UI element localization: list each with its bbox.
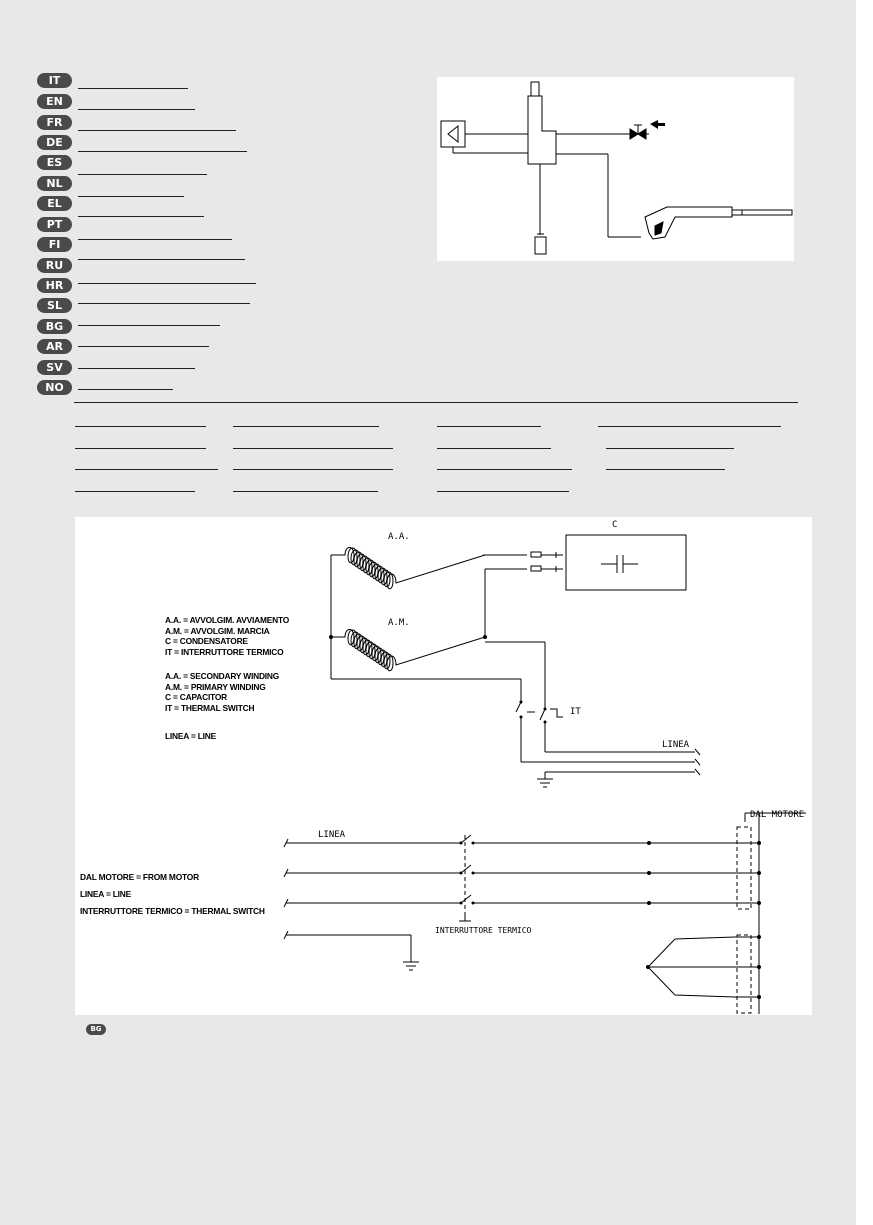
- blank-line: [78, 239, 232, 240]
- blank-line: [437, 448, 551, 449]
- blank-line: [233, 426, 379, 427]
- blank-line: [78, 259, 245, 260]
- label-aa: A.A.: [388, 532, 410, 542]
- label-c: C: [612, 520, 618, 530]
- legend-diagram-2: DAL MOTORE = FROM MOTOR LINEA = LINE INTERRUTTORE TERMICO = THERMAL SWITCH: [80, 872, 265, 916]
- blank-line: [78, 368, 195, 369]
- motor-delta: [648, 937, 735, 997]
- coil-am: [331, 630, 485, 671]
- lang-badge-sv: SV: [37, 360, 72, 375]
- blank-line: [437, 469, 572, 470]
- blank-line: [606, 448, 734, 449]
- label-am: A.M.: [388, 618, 410, 628]
- lang-badge-en: EN: [37, 94, 72, 109]
- blank-line: [78, 174, 207, 175]
- lang-badge-bg: BG: [37, 319, 72, 334]
- lang-badge-de: DE: [37, 135, 72, 150]
- legend-line: LINEA = LINE: [165, 731, 217, 741]
- bottom-tank: [535, 237, 546, 254]
- blank-line: [233, 469, 393, 470]
- lang-badge-pt: PT: [37, 217, 72, 232]
- pump-body: [528, 96, 556, 164]
- top-connector: [531, 82, 539, 96]
- wiring-diagram-panel: [75, 517, 812, 1015]
- blank-line: [78, 216, 204, 217]
- label-linea-2: LINEA: [318, 830, 346, 840]
- terminal-box-2: [737, 935, 751, 1013]
- coil-aa: [331, 548, 485, 589]
- lang-badge-ru: RU: [37, 258, 72, 273]
- label-interruttore-termico: INTERRUTTORE TERMICO: [435, 926, 532, 935]
- blank-line: [78, 389, 173, 390]
- blank-line: [75, 491, 195, 492]
- blank-line: [75, 469, 218, 470]
- blank-line: [233, 491, 378, 492]
- blank-line: [598, 426, 781, 427]
- wiring-diagram-svg: [75, 517, 812, 1015]
- hose-diagram-svg: [437, 77, 794, 261]
- lang-badge-ar: AR: [37, 339, 72, 354]
- lang-badge-sl: SL: [37, 298, 72, 313]
- label-linea: LINEA: [662, 740, 690, 750]
- legend-english: A.A. = SECONDARY WINDING A.M. = PRIMARY WINDING C = CAPACITOR IT = THERMAL SWITCH: [165, 671, 280, 713]
- blank-line: [437, 491, 569, 492]
- lang-badge-it: IT: [37, 73, 72, 88]
- blank-line: [78, 130, 236, 131]
- terminal-box-1: [737, 827, 751, 909]
- blank-line: [78, 88, 188, 89]
- blank-line: [78, 346, 209, 347]
- footer-lang-badge: BG: [86, 1024, 106, 1035]
- switch-icon: [550, 709, 563, 717]
- capacitor-box: [566, 535, 686, 590]
- blank-line: [75, 448, 206, 449]
- blank-line: [78, 283, 256, 284]
- blank-line: [78, 303, 250, 304]
- valve-icon: [630, 129, 638, 139]
- blank-line: [233, 448, 393, 449]
- lang-badge-no: NO: [37, 380, 72, 395]
- divider: [74, 402, 798, 403]
- hose-diagram: [437, 77, 794, 261]
- arrow-left-icon: [650, 120, 665, 129]
- blank-line: [78, 151, 247, 152]
- lang-badge-el: EL: [37, 196, 72, 211]
- label-dal-motore: DAL MOTORE: [750, 810, 805, 820]
- blank-line: [78, 196, 184, 197]
- lang-badge-fi: FI: [37, 237, 72, 252]
- lang-badge-fr: FR: [37, 115, 72, 130]
- legend-italian: A.A. = AVVOLGIM. AVVIAMENTO A.M. = AVVOLGIM. MARCIA C = CONDENSATORE IT = INTERRUTTORE TERMICO: [165, 615, 290, 657]
- lang-badge-nl: NL: [37, 176, 72, 191]
- lang-badge-hr: HR: [37, 278, 72, 293]
- lang-badge-es: ES: [37, 155, 72, 170]
- blank-line: [437, 426, 541, 427]
- blank-line: [78, 109, 195, 110]
- label-it: IT: [570, 707, 581, 717]
- blank-line: [78, 325, 220, 326]
- filter-box: [441, 121, 465, 147]
- blank-line: [606, 469, 725, 470]
- triangle-icon: [448, 126, 458, 142]
- blank-line: [75, 426, 206, 427]
